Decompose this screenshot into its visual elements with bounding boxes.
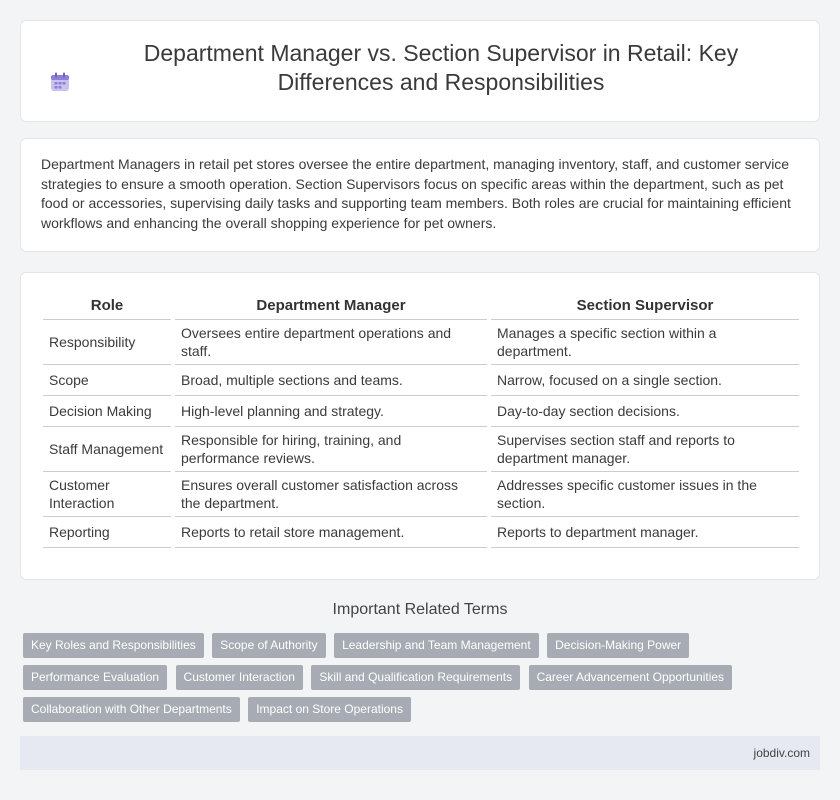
tag-skill-requirements[interactable]: Skill and Qualification Requirements — [311, 665, 520, 690]
calendar-icon — [49, 71, 71, 93]
comparison-table — [43, 295, 799, 548]
related-terms-title: Important Related Terms — [332, 601, 508, 618]
tag-collaboration[interactable]: Collaboration with Other Departments — [23, 697, 240, 722]
tag-store-operations[interactable]: Impact on Store Operations — [248, 697, 411, 722]
cell-role: Responsibility — [43, 319, 171, 364]
table-header-row — [43, 295, 799, 319]
footer — [20, 736, 820, 770]
tag-customer-interaction[interactable]: Customer Interaction — [176, 665, 303, 690]
header-section-supervisor: Section Supervisor — [491, 295, 799, 319]
cell-department-manager: Broad, multiple sections and teams. — [175, 364, 487, 395]
tag-key-roles[interactable]: Key Roles and Responsibilities — [23, 633, 204, 658]
tag-scope-of-authority[interactable]: Scope of Authority — [212, 633, 325, 658]
table-row — [43, 364, 799, 395]
cell-department-manager: Ensures overall customer satisfaction across the department. — [175, 471, 487, 516]
cell-department-manager: Oversees entire department operations and staff. — [175, 319, 487, 364]
tag-decision-making-power[interactable]: Decision-Making Power — [547, 633, 689, 658]
table-row — [43, 471, 799, 516]
tag-performance-evaluation[interactable]: Performance Evaluation — [23, 665, 167, 690]
cell-role: Customer Interaction — [43, 471, 171, 516]
cell-role: Scope — [43, 364, 171, 395]
table-row — [43, 426, 799, 471]
cell-role: Staff Management — [43, 426, 171, 471]
page-title: Department Manager vs. Section Supervisor in Retail: Key Differences and Responsibilities — [143, 40, 739, 95]
cell-section-supervisor: Manages a specific section within a department. — [491, 319, 799, 364]
header-role: Role — [43, 295, 171, 319]
header-title-wrap — [21, 39, 819, 97]
table-row — [43, 516, 799, 547]
cell-role: Reporting — [43, 516, 171, 547]
table-row — [43, 319, 799, 364]
table-row — [43, 395, 799, 426]
tag-leadership[interactable]: Leadership and Team Management — [334, 633, 539, 658]
cell-department-manager: Responsible for hiring, training, and performance reviews. — [175, 426, 487, 471]
cell-role: Decision Making — [43, 395, 171, 426]
tag-career-advancement[interactable]: Career Advancement Opportunities — [529, 665, 732, 690]
related-terms-tags — [23, 633, 813, 729]
intro-card — [20, 138, 820, 252]
cell-section-supervisor: Narrow, focused on a single section. — [491, 364, 799, 395]
header-card — [20, 20, 820, 122]
cell-section-supervisor: Reports to department manager. — [491, 516, 799, 547]
comparison-table-card — [20, 272, 820, 580]
cell-department-manager: High-level planning and strategy. — [175, 395, 487, 426]
cell-section-supervisor: Addresses specific customer issues in the section. — [491, 471, 799, 516]
cell-section-supervisor: Day-to-day section decisions. — [491, 395, 799, 426]
cell-section-supervisor: Supervises section staff and reports to department manager. — [491, 426, 799, 471]
header-department-manager: Department Manager — [175, 295, 487, 319]
cell-department-manager: Reports to retail store management. — [175, 516, 487, 547]
footer-site[interactable]: jobdiv.com — [753, 746, 810, 760]
intro-text: Department Managers in retail pet stores oversee the entire department, managing inventory, staff, and customer service strategies to ensure a smooth operation. Section Supervisors focus on specific areas within the department, such as pet food or accessories, supervising daily tasks and supporting team members. Both roles are crucial for maintaining efficient workflows and enhancing the overall shopping experience for pet owners. — [41, 156, 791, 231]
